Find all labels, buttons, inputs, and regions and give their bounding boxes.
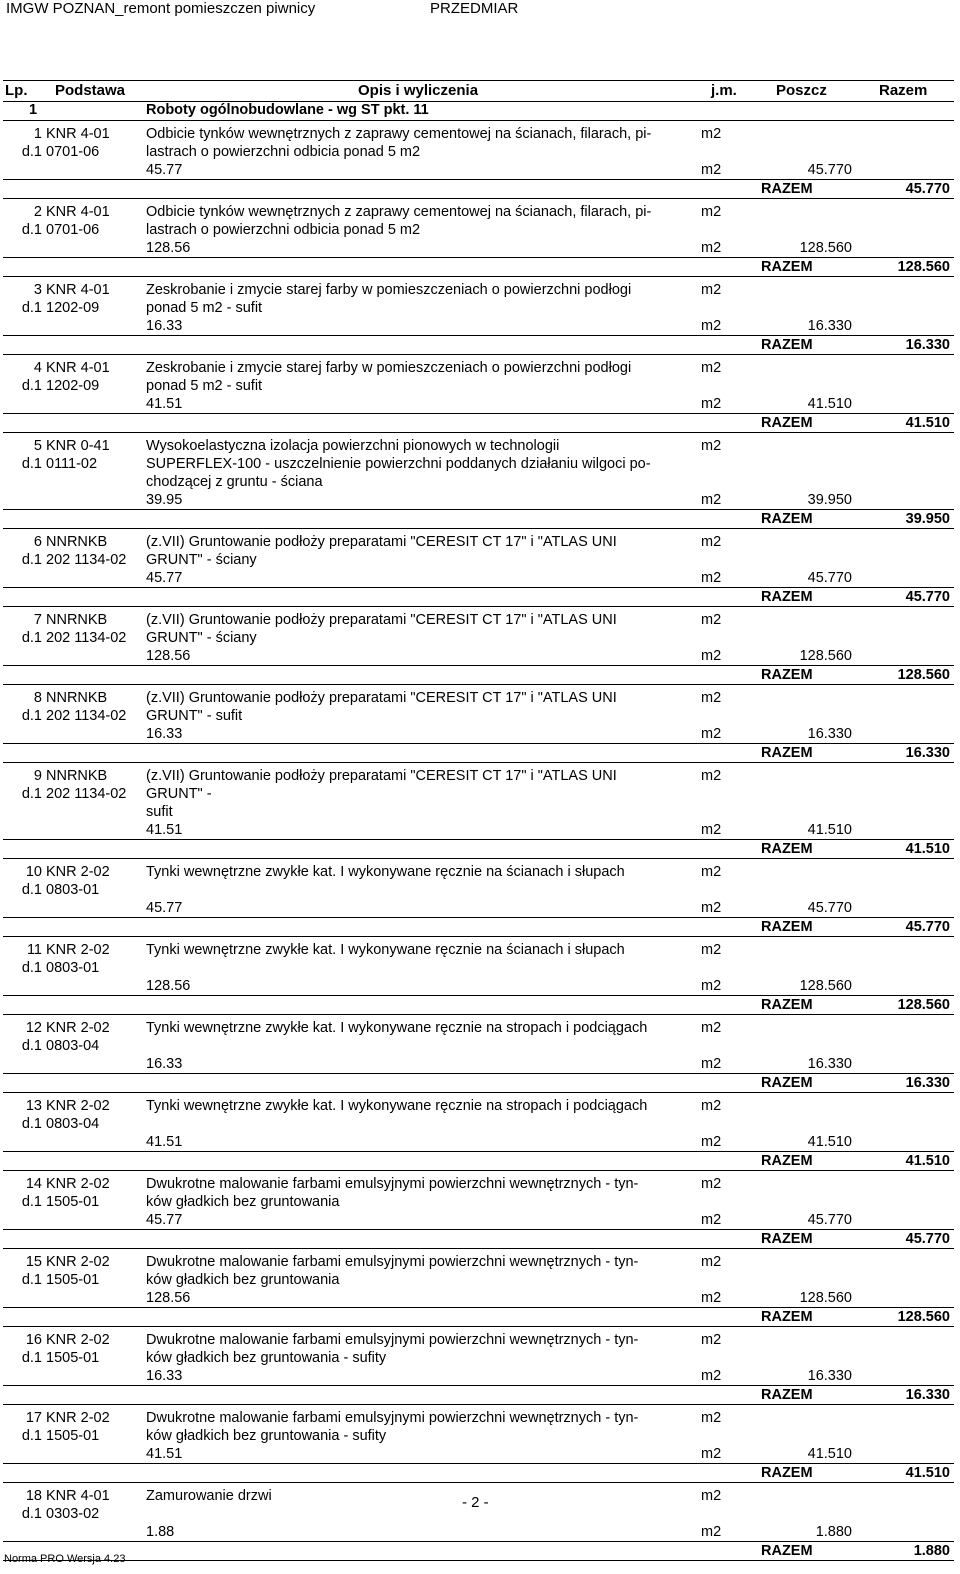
razem-label: RAZEM <box>761 1465 813 1481</box>
item-number: 10 d.1 <box>21 864 42 898</box>
item-description: Wysokoelastyczna izolacja powierzchni pionowych w technologii SUPERFLEX-100 - uszczelnienie powierzchni poddanych działaniu wilgoci po- chodzącej z gruntu - ściana <box>146 438 651 490</box>
item-calculation-unit: m2 <box>701 492 722 508</box>
item-number: 17 d.1 <box>21 1410 42 1444</box>
razem-label: RAZEM <box>761 997 813 1013</box>
item-total-row <box>3 509 954 528</box>
item-calculation-unit: m2 <box>701 1134 722 1150</box>
item-description: Zeskrobanie i zmycie starej farby w pomieszczeniach o powierzchni podłogi ponad 5 m2 - sufit <box>146 360 632 394</box>
item-description: (z.VII) Gruntowanie podłoży preparatami "CERESIT CT 17" i "ATLAS UNI GRUNT" - ściany <box>146 612 617 646</box>
item-source: KNR 4-01 0701-06 <box>46 126 110 160</box>
razem-label: RAZEM <box>761 1231 813 1247</box>
item-unit: m2 <box>701 1254 722 1270</box>
item-calculation: 16.33 <box>146 1056 183 1072</box>
item-number: 4 d.1 <box>21 360 42 394</box>
item-total-row <box>3 1073 954 1092</box>
item-total-row <box>3 413 954 432</box>
item-source: NNRNKB 202 1134-02 <box>46 690 127 724</box>
item-partial-total: 45.770 <box>807 900 852 916</box>
item-description: (z.VII) Gruntowanie podłoży preparatami "CERESIT CT 17" i "ATLAS UNI GRUNT" - ściany <box>146 534 617 568</box>
item-description: Dwukrotne malowanie farbami emulsyjnymi powierzchni wewnętrznych - tyn- ków gładkich bez gruntowania <box>146 1176 639 1210</box>
item-partial-total: 45.770 <box>807 162 852 178</box>
item-partial-total: 41.510 <box>807 396 852 412</box>
item-description: Odbicie tynków wewnętrznych z zaprawy cementowej na ścianach, filarach, pi- lastrach o powierzchni odbicia ponad 5 m2 <box>146 126 652 160</box>
item-unit: m2 <box>701 864 722 880</box>
item-partial-total: 41.510 <box>807 1134 852 1150</box>
item-partial-total: 41.510 <box>807 822 852 838</box>
item-source: KNR 2-02 0803-04 <box>46 1098 110 1132</box>
item-unit: m2 <box>701 942 722 958</box>
item-description: Tynki wewnętrzne zwykłe kat. I wykonywane ręcznie na ścianach i słupach <box>146 864 625 880</box>
item-calculation: 41.51 <box>146 396 183 412</box>
item-number: 11 d.1 <box>21 942 42 976</box>
item-total-row <box>3 179 954 198</box>
item-unit: m2 <box>701 126 722 142</box>
item-partial-total: 16.330 <box>807 1056 852 1072</box>
table-row <box>3 1327 954 1405</box>
item-calculation: 45.77 <box>146 162 183 178</box>
item-unit: m2 <box>701 1488 722 1504</box>
item-calculation: 45.77 <box>146 570 183 586</box>
item-partial-total: 16.330 <box>807 1368 852 1384</box>
item-total: 41.510 <box>905 1153 950 1169</box>
item-unit: m2 <box>701 204 722 220</box>
table-row <box>3 607 954 685</box>
item-description: Odbicie tynków wewnętrznych z zaprawy cementowej na ścianach, filarach, pi- lastrach o powierzchni odbicia ponad 5 m2 <box>146 204 652 238</box>
item-unit: m2 <box>701 438 722 454</box>
item-partial-total: 128.560 <box>799 1290 852 1306</box>
item-total: 41.510 <box>905 415 950 431</box>
item-description: Dwukrotne malowanie farbami emulsyjnymi powierzchni wewnętrznych - tyn- ków gładkich bez gruntowania - sufity <box>146 1332 639 1366</box>
item-description: Zamurowanie drzwi <box>146 1488 272 1504</box>
item-description: Dwukrotne malowanie farbami emulsyjnymi powierzchni wewnętrznych - tyn- ków gładkich bez gruntowania - sufity <box>146 1410 639 1444</box>
item-total-row <box>3 335 954 354</box>
item-total: 16.330 <box>905 1075 950 1091</box>
item-source: NNRNKB 202 1134-02 <box>46 534 127 568</box>
item-total: 16.330 <box>905 1387 950 1403</box>
item-unit: m2 <box>701 1176 722 1192</box>
item-number: 12 d.1 <box>21 1020 42 1054</box>
razem-label: RAZEM <box>761 259 813 275</box>
item-calculation: 128.56 <box>146 978 191 994</box>
item-calculation-unit: m2 <box>701 900 722 916</box>
item-total-row <box>3 995 954 1014</box>
item-calculation-unit: m2 <box>701 396 722 412</box>
razem-label: RAZEM <box>761 745 813 761</box>
item-calculation-unit: m2 <box>701 978 722 994</box>
razem-label: RAZEM <box>761 1153 813 1169</box>
table-row <box>3 1405 954 1483</box>
item-calculation-unit: m2 <box>701 162 722 178</box>
razem-label: RAZEM <box>761 1543 813 1559</box>
table-row <box>3 529 954 607</box>
project-title: IMGW POZNAN_remont pomieszczen piwnicy <box>6 0 316 17</box>
razem-label: RAZEM <box>761 919 813 935</box>
col-opis: Opis i wyliczenia <box>358 82 479 99</box>
document-type: PRZEDMIAR <box>430 0 519 17</box>
item-calculation: 41.51 <box>146 822 183 838</box>
item-description: (z.VII) Gruntowanie podłoży preparatami "CERESIT CT 17" i "ATLAS UNI GRUNT" - sufit <box>146 768 617 820</box>
table-row <box>3 685 954 763</box>
item-source: NNRNKB 202 1134-02 <box>46 768 127 802</box>
item-number: 15 d.1 <box>21 1254 42 1288</box>
item-total: 41.510 <box>905 1465 950 1481</box>
table-row <box>3 355 954 433</box>
item-partial-total: 128.560 <box>799 978 852 994</box>
item-partial-total: 1.880 <box>815 1524 852 1540</box>
item-unit: m2 <box>701 1020 722 1036</box>
item-unit: m2 <box>701 1410 722 1426</box>
item-source: KNR 4-01 0701-06 <box>46 204 110 238</box>
col-poszcz: Poszcz <box>776 82 827 99</box>
razem-label: RAZEM <box>761 1309 813 1325</box>
item-calculation: 45.77 <box>146 1212 183 1228</box>
item-calculation-unit: m2 <box>701 726 722 742</box>
page-number: - 2 - <box>462 1494 489 1511</box>
item-calculation-unit: m2 <box>701 240 722 256</box>
item-total-row <box>3 1463 954 1482</box>
item-total: 128.560 <box>897 667 950 683</box>
table-row <box>3 433 954 529</box>
item-number: 7 d.1 <box>21 612 42 646</box>
item-total: 16.330 <box>905 745 950 761</box>
razem-label: RAZEM <box>761 1387 813 1403</box>
estimate-table <box>3 80 954 1561</box>
item-number: 3 d.1 <box>21 282 42 316</box>
item-total-row <box>3 1385 954 1404</box>
item-total: 45.770 <box>905 919 950 935</box>
col-jm: j.m. <box>711 82 737 99</box>
item-source: KNR 4-01 1202-09 <box>46 360 110 394</box>
item-calculation-unit: m2 <box>701 318 722 334</box>
razem-label: RAZEM <box>761 181 813 197</box>
items-container <box>3 121 954 1561</box>
item-partial-total: 16.330 <box>807 318 852 334</box>
col-lp: Lp. <box>5 82 28 99</box>
item-number: 14 d.1 <box>21 1176 42 1210</box>
item-calculation: 39.95 <box>146 492 183 508</box>
item-calculation-unit: m2 <box>701 1290 722 1306</box>
item-total: 16.330 <box>905 337 950 353</box>
razem-label: RAZEM <box>761 589 813 605</box>
razem-label: RAZEM <box>761 337 813 353</box>
item-number: 16 d.1 <box>21 1332 42 1366</box>
item-unit: m2 <box>701 690 722 706</box>
item-source: KNR 2-02 0803-01 <box>46 942 110 976</box>
item-total: 45.770 <box>905 181 950 197</box>
item-number: 9 d.1 <box>21 768 42 802</box>
footer-version: Norma PRO Wersja 4.23 <box>4 1553 126 1565</box>
item-number: 18 d.1 <box>21 1488 42 1522</box>
item-number: 5 d.1 <box>21 438 42 472</box>
item-source: KNR 2-02 1505-01 <box>46 1332 110 1366</box>
item-unit: m2 <box>701 282 722 298</box>
item-total-row <box>3 839 954 858</box>
razem-label: RAZEM <box>761 1075 813 1091</box>
item-source: KNR 4-01 1202-09 <box>46 282 110 316</box>
item-total: 45.770 <box>905 589 950 605</box>
table-row <box>3 859 954 937</box>
item-description: Tynki wewnętrzne zwykłe kat. I wykonywane ręcznie na ścianach i słupach <box>146 942 625 958</box>
razem-label: RAZEM <box>761 841 813 857</box>
item-source: KNR 2-02 0803-01 <box>46 864 110 898</box>
item-total-row <box>3 1541 954 1560</box>
col-razem: Razem <box>879 82 928 99</box>
item-total: 41.510 <box>905 841 950 857</box>
item-partial-total: 45.770 <box>807 1212 852 1228</box>
item-partial-total: 39.950 <box>807 492 852 508</box>
item-calculation-unit: m2 <box>701 648 722 664</box>
item-calculation: 16.33 <box>146 1368 183 1384</box>
item-total-row <box>3 1229 954 1248</box>
table-row <box>3 121 954 199</box>
item-total: 39.950 <box>905 511 950 527</box>
item-calculation: 41.51 <box>146 1134 183 1150</box>
item-description: Dwukrotne malowanie farbami emulsyjnymi powierzchni wewnętrznych - tyn- ków gładkich bez gruntowania <box>146 1254 639 1288</box>
item-unit: m2 <box>701 1098 722 1114</box>
item-total: 128.560 <box>897 1309 950 1325</box>
item-unit: m2 <box>701 612 722 628</box>
item-calculation-unit: m2 <box>701 1524 722 1540</box>
item-source: KNR 2-02 1505-01 <box>46 1254 110 1288</box>
item-calculation-unit: m2 <box>701 1212 722 1228</box>
item-source: KNR 0-41 0111-02 <box>46 438 110 472</box>
item-calculation: 128.56 <box>146 240 191 256</box>
item-calculation-unit: m2 <box>701 1446 722 1462</box>
item-calculation: 41.51 <box>146 1446 183 1462</box>
item-calculation-unit: m2 <box>701 1056 722 1072</box>
item-source: KNR 2-02 0803-04 <box>46 1020 110 1054</box>
item-calculation: 1.88 <box>146 1524 175 1540</box>
item-source: KNR 2-02 1505-01 <box>46 1410 110 1444</box>
item-total: 45.770 <box>905 1231 950 1247</box>
item-unit: m2 <box>701 768 722 784</box>
section-number: 1 <box>29 102 38 118</box>
item-calculation: 128.56 <box>146 1290 191 1306</box>
table-row <box>3 277 954 355</box>
item-total-row <box>3 257 954 276</box>
item-number: 6 d.1 <box>21 534 42 568</box>
item-total-row <box>3 1151 954 1170</box>
item-total-row <box>3 665 954 684</box>
table-row <box>3 1249 954 1327</box>
razem-label: RAZEM <box>761 415 813 431</box>
item-total: 128.560 <box>897 259 950 275</box>
item-total: 1.880 <box>913 1543 950 1559</box>
table-row <box>3 199 954 277</box>
item-unit: m2 <box>701 360 722 376</box>
item-partial-total: 128.560 <box>799 648 852 664</box>
item-unit: m2 <box>701 534 722 550</box>
razem-label: RAZEM <box>761 511 813 527</box>
item-calculation-unit: m2 <box>701 570 722 586</box>
section-title: Roboty ogólnobudowlane - wg ST pkt. 11 <box>146 102 429 118</box>
item-description: (z.VII) Gruntowanie podłoży preparatami "CERESIT CT 17" i "ATLAS UNI GRUNT" - sufit <box>146 690 617 724</box>
table-row <box>3 1171 954 1249</box>
item-partial-total: 128.560 <box>799 240 852 256</box>
section-row <box>3 102 954 121</box>
item-description: Tynki wewnętrzne zwykłe kat. I wykonywane ręcznie na stropach i podciągach <box>146 1098 648 1114</box>
item-number: 1 d.1 <box>21 126 42 160</box>
item-number: 2 d.1 <box>21 204 42 238</box>
table-row <box>3 1015 954 1093</box>
col-podstawa: Podstawa <box>55 82 126 99</box>
table-row <box>3 763 954 859</box>
item-source: KNR 4-01 0303-02 <box>46 1488 110 1522</box>
item-unit: m2 <box>701 1332 722 1348</box>
item-number: 13 d.1 <box>21 1098 42 1132</box>
item-calculation: 128.56 <box>146 648 191 664</box>
item-total-row <box>3 917 954 936</box>
table-header <box>3 80 954 102</box>
table-row <box>3 937 954 1015</box>
item-partial-total: 45.770 <box>807 570 852 586</box>
item-partial-total: 16.330 <box>807 726 852 742</box>
item-calculation: 45.77 <box>146 900 183 916</box>
table-row <box>3 1093 954 1171</box>
item-description: Zeskrobanie i zmycie starej farby w pomieszczeniach o powierzchni podłogi ponad 5 m2 - sufit <box>146 282 632 316</box>
item-calculation-unit: m2 <box>701 1368 722 1384</box>
item-calculation: 16.33 <box>146 726 183 742</box>
item-total-row <box>3 1307 954 1326</box>
item-calculation: 16.33 <box>146 318 183 334</box>
item-partial-total: 41.510 <box>807 1446 852 1462</box>
item-description: Tynki wewnętrzne zwykłe kat. I wykonywane ręcznie na stropach i podciągach <box>146 1020 648 1036</box>
item-total-row <box>3 743 954 762</box>
item-number: 8 d.1 <box>21 690 42 724</box>
razem-label: RAZEM <box>761 667 813 683</box>
item-total: 128.560 <box>897 997 950 1013</box>
item-total-row <box>3 587 954 606</box>
item-calculation-unit: m2 <box>701 822 722 838</box>
item-source: NNRNKB 202 1134-02 <box>46 612 127 646</box>
item-source: KNR 2-02 1505-01 <box>46 1176 110 1210</box>
